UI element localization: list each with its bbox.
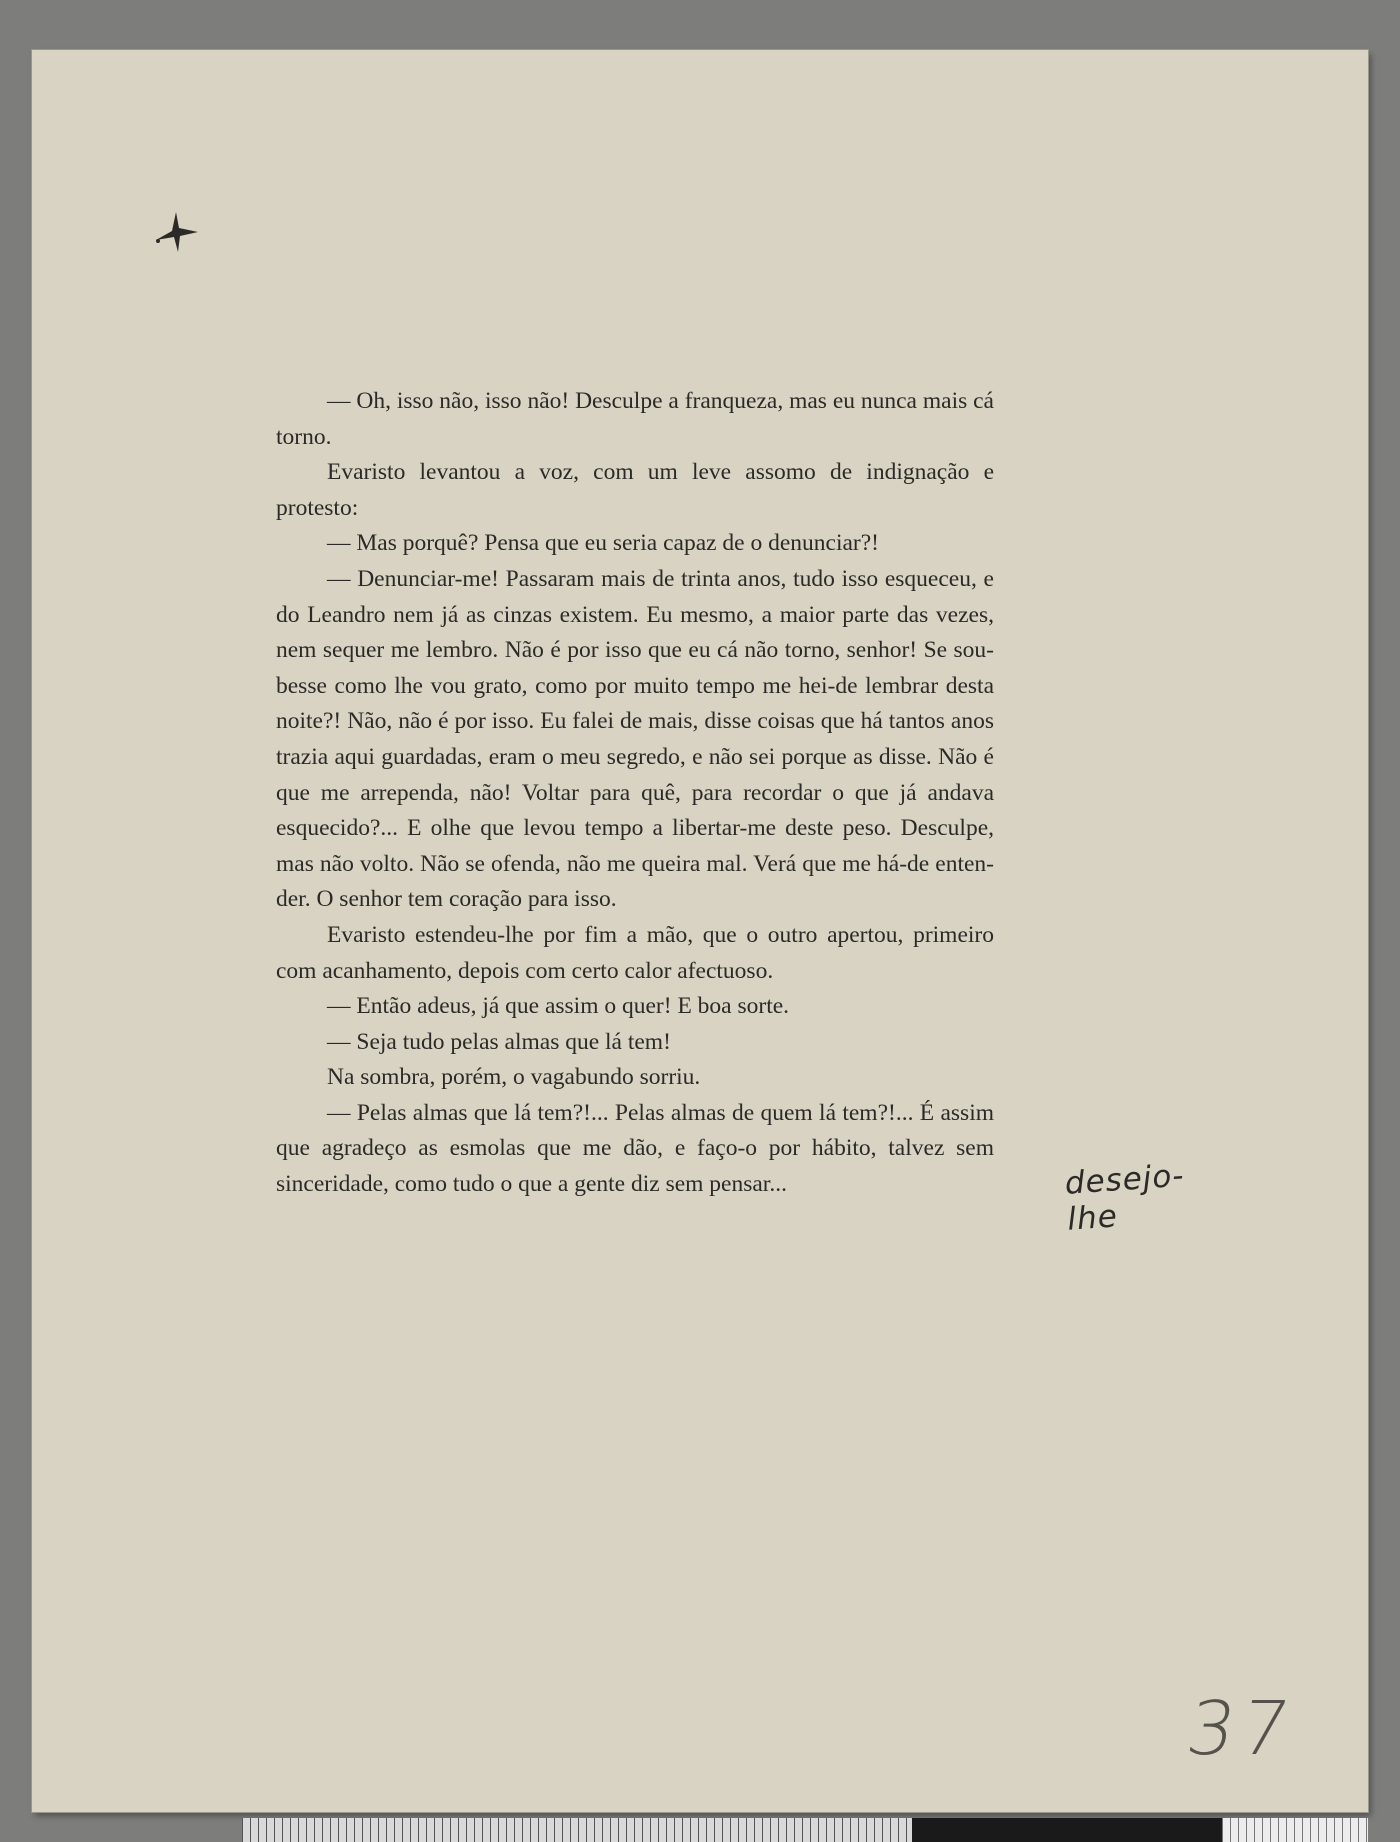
ruler-white-segment — [1222, 1818, 1368, 1842]
paragraph: Evaristo estendeu-lhe por fim a mão, que o outro apertou, primeiro com acanhamento, depois com certo calor afectuoso. — [276, 921, 994, 984]
ruler-ticks — [242, 1818, 912, 1842]
paragraph: — Seja tudo pelas almas que lá tem! — [327, 1028, 671, 1055]
handwritten-margin-note — [1063, 1157, 1234, 1238]
scale-ruler — [242, 1818, 1368, 1842]
page-number: 37 — [1180, 1686, 1302, 1772]
paragraph: — Denunciar-me! Passaram mais de trinta anos, tudo isso esqueceu, e do Leandro nem já as cinzas existem. Eu mesmo, a maior parte das vezes, nem sequer me lembro. Não é por isso que eu cá não torno, senhor! Se soubesse como lhe vou grato, como por muito tempo me hei-de lembrar desta noite?! Não, não é por isso. Eu falei de mais, disse coisas que há tantos anos trazia aqui guardadas, eram o meu segredo, e não sei porque as disse. Não é que me arrependa, não! Voltar para quê, para recordar o que já andava esquecido?... E olhe que levou tempo a libertar-me deste peso. Desculpe, mas não volto. Não se ofenda, não me queira mal. Verá que me há-de entender. O senhor tem coração para isso. — [276, 565, 994, 913]
paragraph: — Então adeus, já que assim o quer! E boa sorte. — [327, 993, 790, 1020]
margin-note-text: desejo-lhe — [1063, 1157, 1186, 1238]
paragraph: — Oh, isso não, isso não! Desculpe a franqueza, mas eu nunca mais cá torno. — [276, 388, 994, 450]
paragraph: Na sombra, porém, o vagabundo sorriu. — [327, 1064, 701, 1091]
body-text — [276, 384, 994, 1203]
paragraph: — Mas porquê? Pensa que eu seria capaz de o denunciar?! — [327, 530, 880, 557]
ruler-black-segment — [912, 1818, 1222, 1842]
paragraph: — Pelas almas que lá tem?!... Pelas almas de quem lá tem?!... É assim que agradeço as esmolas que me dão, e faço-o por hábito, talvez sem sinceridade, como tudo o que a gente diz sem pensar... — [276, 1099, 994, 1198]
paragraph: Evaristo levantou a voz, com um leve assomo de indignação e protesto: — [276, 459, 994, 521]
star-mark-icon — [152, 210, 200, 254]
